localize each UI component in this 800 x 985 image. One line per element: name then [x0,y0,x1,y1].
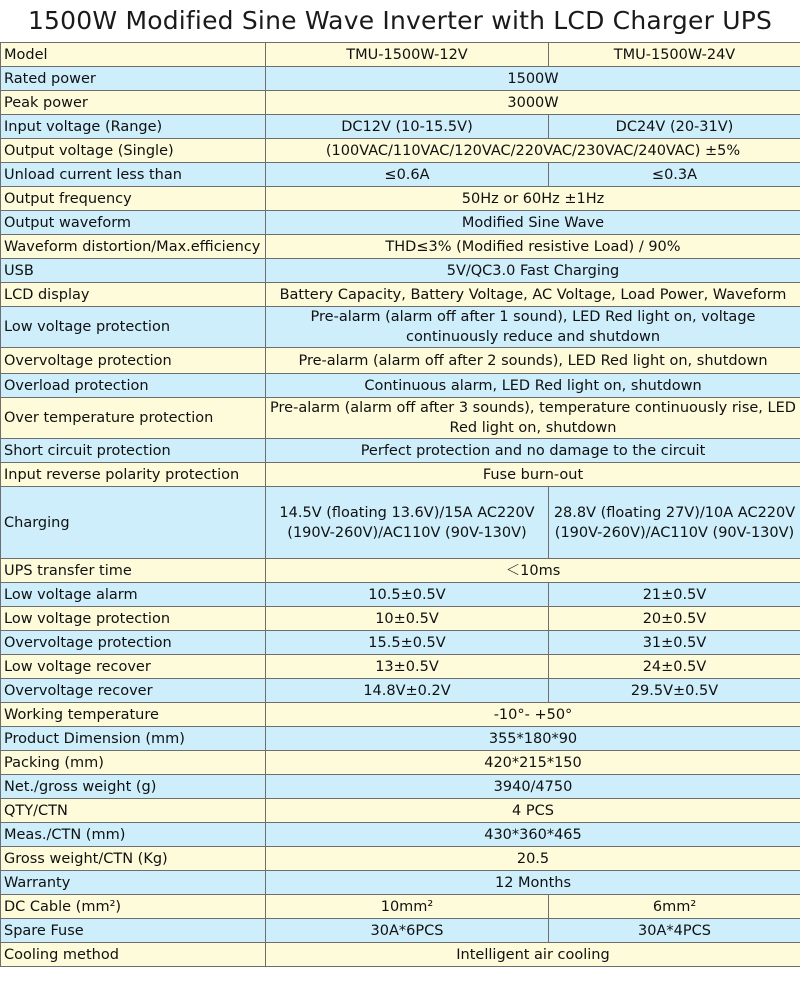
table-row [1,91,800,115]
spec-value: 3000W [266,91,800,115]
spec-value: 420*215*150 [266,751,800,775]
spec-value-24v: 20±0.5V [549,607,800,631]
spec-value: 50Hz or 60Hz ±1Hz [266,187,800,211]
spec-value-24v: 24±0.5V [549,655,800,679]
spec-label: Gross weight/CTN (Kg) [1,847,266,871]
spec-value: 3940/4750 [266,775,800,799]
spec-value-12v: 10.5±0.5V [266,583,549,607]
spec-value-12v: 30A*6PCS [266,919,549,943]
table-row [1,943,800,967]
table-row [1,871,800,895]
table-row [1,283,800,307]
spec-value-12v: 14.5V (floating 13.6V)/15A AC220V (190V-260V)/AC110V (90V-130V) [266,487,549,559]
spec-label: Input voltage (Range) [1,115,266,139]
spec-label: Low voltage recover [1,655,266,679]
spec-label: Model [1,43,266,67]
table-row [1,67,800,91]
spec-label: LCD display [1,283,266,307]
spec-value-24v: 31±0.5V [549,631,800,655]
spec-value-24v: TMU-1500W-24V [549,43,800,67]
table-row [1,703,800,727]
table-row [1,583,800,607]
spec-value: Modified Sine Wave [266,211,800,235]
spec-table [0,42,800,967]
spec-label: Packing (mm) [1,751,266,775]
table-row [1,235,800,259]
spec-label: Output waveform [1,211,266,235]
spec-value: 1500W [266,67,800,91]
table-row [1,307,800,348]
spec-value-12v: ≤0.6A [266,163,549,187]
table-row [1,895,800,919]
spec-value-24v: 21±0.5V [549,583,800,607]
table-row [1,823,800,847]
spec-value-12v: 10mm² [266,895,549,919]
table-row [1,607,800,631]
spec-label: Low voltage protection [1,307,266,348]
table-row [1,847,800,871]
spec-label: Peak power [1,91,266,115]
spec-label: Spare Fuse [1,919,266,943]
spec-value: THD≤3% (Modified resistive Load) / 90% [266,235,800,259]
table-row [1,163,800,187]
spec-value: Perfect protection and no damage to the circuit [266,439,800,463]
table-row [1,751,800,775]
spec-label: Meas./CTN (mm) [1,823,266,847]
spec-label: Working temperature [1,703,266,727]
spec-label: Cooling method [1,943,266,967]
table-row [1,799,800,823]
table-row [1,348,800,374]
spec-value: Battery Capacity, Battery Voltage, AC Voltage, Load Power, Waveform [266,283,800,307]
spec-value: 20.5 [266,847,800,871]
spec-value-24v: ≤0.3A [549,163,800,187]
spec-value-24v: DC24V (20-31V) [549,115,800,139]
spec-label: Short circuit protection [1,439,266,463]
spec-label: Overvoltage recover [1,679,266,703]
spec-label: Low voltage protection [1,607,266,631]
spec-label: Net./gross weight (g) [1,775,266,799]
spec-value: Pre-alarm (alarm off after 2 sounds), LED Red light on, shutdown [266,348,800,374]
spec-value-24v: 30A*4PCS [549,919,800,943]
table-row [1,398,800,439]
table-row [1,775,800,799]
spec-value-12v: 14.8V±0.2V [266,679,549,703]
spec-value-24v: 28.8V (floating 27V)/10A AC220V (190V-260V)/AC110V (90V-130V) [549,487,800,559]
table-row [1,919,800,943]
spec-label: Output voltage (Single) [1,139,266,163]
spec-value: Fuse burn-out [266,463,800,487]
spec-label: DC Cable (mm²) [1,895,266,919]
spec-label: UPS transfer time [1,559,266,583]
spec-label: Output frequency [1,187,266,211]
table-row [1,43,800,67]
table-row [1,259,800,283]
spec-value-12v: DC12V (10-15.5V) [266,115,549,139]
table-row [1,655,800,679]
spec-value: 4 PCS [266,799,800,823]
spec-label: Waveform distortion/Max.efficiency [1,235,266,259]
spec-value: 355*180*90 [266,727,800,751]
spec-value: Continuous alarm, LED Red light on, shutdown [266,374,800,398]
spec-value: (100VAC/110VAC/120VAC/220VAC/230VAC/240VAC) ±5% [266,139,800,163]
spec-value-12v: 15.5±0.5V [266,631,549,655]
spec-value: 430*360*465 [266,823,800,847]
spec-value: 5V/QC3.0 Fast Charging [266,259,800,283]
table-row [1,139,800,163]
spec-value: -10°- +50° [266,703,800,727]
table-row [1,727,800,751]
table-row [1,559,800,583]
spec-value-24v: 6mm² [549,895,800,919]
spec-label: Overload protection [1,374,266,398]
spec-label: Rated power [1,67,266,91]
spec-value: Pre-alarm (alarm off after 1 sound), LED Red light on, voltage continuously reduce and shutdown [266,307,800,348]
table-row [1,631,800,655]
spec-value-12v: 13±0.5V [266,655,549,679]
spec-label: Product Dimension (mm) [1,727,266,751]
spec-label: USB [1,259,266,283]
spec-label: Overvoltage protection [1,631,266,655]
table-row [1,463,800,487]
spec-label: Overvoltage protection [1,348,266,374]
page-title: 1500W Modified Sine Wave Inverter with LCD Charger UPS [27,6,773,35]
spec-label: Low voltage alarm [1,583,266,607]
spec-label: Over temperature protection [1,398,266,439]
spec-value-12v: TMU-1500W-12V [266,43,549,67]
table-row [1,374,800,398]
spec-value: ＜10ms [266,559,800,583]
spec-value-12v: 10±0.5V [266,607,549,631]
table-row [1,211,800,235]
spec-label: Warranty [1,871,266,895]
table-row [1,187,800,211]
spec-label: QTY/CTN [1,799,266,823]
table-row [1,679,800,703]
spec-label: Charging [1,487,266,559]
table-row [1,115,800,139]
table-row [1,487,800,559]
spec-value: Intelligent air cooling [266,943,800,967]
spec-table-body [1,43,800,967]
table-row [1,439,800,463]
spec-value: Pre-alarm (alarm off after 3 sounds), temperature continuously rise, LED Red light on, shutdown [266,398,800,439]
spec-value-24v: 29.5V±0.5V [549,679,800,703]
spec-label: Unload current less than [1,163,266,187]
spec-value: 12 Months [266,871,800,895]
spec-label: Input reverse polarity protection [1,463,266,487]
